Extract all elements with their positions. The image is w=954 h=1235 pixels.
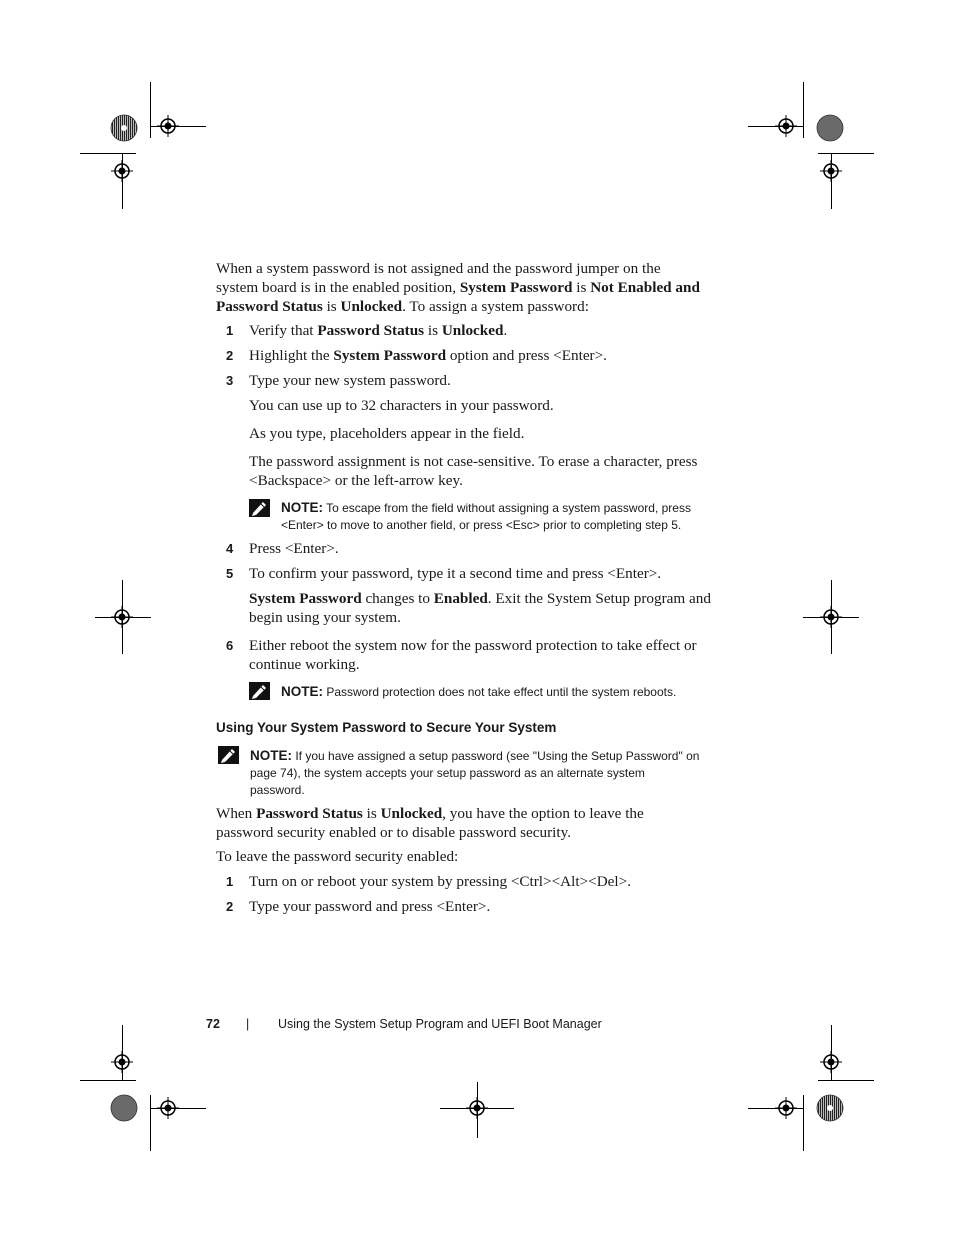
crop-mark	[80, 153, 136, 154]
gray-circle-icon	[816, 114, 844, 142]
step-number: 5	[226, 566, 234, 581]
step-paragraph: You can use up to 32 characters in your password.	[249, 397, 554, 414]
step-number: 2	[226, 348, 234, 363]
registration-target-icon	[157, 115, 179, 137]
crop-mark	[80, 1080, 136, 1081]
step-text: Verify that Password Status is Unlocked.	[249, 322, 508, 339]
step-text: Type your password and press <Enter>.	[249, 898, 491, 915]
text-line: system board is in the enabled position, System Password is Not Enabled and	[216, 279, 700, 296]
registration-target-icon	[111, 160, 133, 182]
footer-separator: |	[246, 1017, 250, 1031]
gray-circle-icon	[110, 1094, 138, 1122]
step-number: 2	[226, 899, 234, 914]
registration-target-icon	[820, 1051, 842, 1073]
note-pencil-icon	[249, 499, 270, 517]
note-block: NOTE: Password protection does not take effect until the system reboots.	[281, 684, 677, 699]
registration-target-icon	[820, 160, 842, 182]
step-number: 6	[226, 638, 234, 653]
step-paragraph: As you type, placeholders appear in the field.	[249, 425, 525, 442]
section-paragraph: When Password Status is Unlocked, you have the option to leave the password security enabled or to disable password security.	[216, 805, 644, 841]
registration-target-icon	[157, 1097, 179, 1119]
note-pencil-icon	[218, 746, 239, 764]
step-text: Type your new system password.	[249, 372, 451, 389]
step-text: Either reboot the system now for the password protection to take effect or continue working.	[249, 637, 697, 673]
crop-mark	[150, 1095, 151, 1151]
note-pencil-icon	[249, 682, 270, 700]
registration-target-icon	[775, 115, 797, 137]
note-text-line: NOTE: If you have assigned a setup password (see "Using the Setup Password" on	[250, 748, 700, 763]
crop-mark	[150, 82, 151, 138]
step-number: 1	[226, 323, 234, 338]
step-text: Highlight the System Password option and press <Enter>.	[249, 347, 607, 364]
registration-target-icon	[775, 1097, 797, 1119]
text-line: When a system password is not assigned and the password jumper on the	[216, 260, 661, 277]
text-line: Password Status is Unlocked. To assign a system password:	[216, 298, 589, 315]
note-text-line: <Enter> to move to another field, or press <Esc> prior to completing step 5.	[281, 518, 682, 532]
page-number: 72	[206, 1017, 220, 1031]
crop-mark	[818, 1080, 874, 1081]
intro-paragraph	[216, 259, 736, 316]
step-text: To confirm your password, type it a second time and press <Enter>.	[249, 565, 662, 582]
note-block	[281, 499, 721, 534]
registration-target-icon	[111, 1051, 133, 1073]
note-text-line: NOTE: To escape from the field without assigning a system password, press	[281, 500, 691, 515]
crop-mark	[818, 153, 874, 154]
section-paragraph: To leave the password security enabled:	[216, 848, 459, 865]
registration-target-icon	[820, 606, 842, 628]
note-block	[250, 747, 730, 799]
step-number: 4	[226, 541, 234, 556]
step-number: 1	[226, 874, 234, 889]
crop-mark	[803, 1095, 804, 1151]
chapter-title: Using the System Setup Program and UEFI Boot Manager	[278, 1017, 602, 1031]
step-paragraph: The password assignment is not case-sensitive. To erase a character, press <Backspace> or the left-arrow key.	[249, 453, 698, 489]
step-paragraph: System Password changes to Enabled. Exit the System Setup program and begin using your system.	[249, 590, 711, 626]
starburst-target-icon	[816, 1094, 844, 1122]
starburst-target-icon	[110, 114, 138, 142]
step-number: 3	[226, 373, 234, 388]
note-text-line: password.	[250, 783, 305, 797]
step-text: Press <Enter>.	[249, 540, 339, 557]
section-heading: Using Your System Password to Secure Your System	[216, 720, 557, 735]
crop-mark	[803, 82, 804, 138]
note-text-line: page 74), the system accepts your setup password as an alternate system	[250, 766, 645, 780]
step-text: Turn on or reboot your system by pressing <Ctrl><Alt><Del>.	[249, 873, 631, 890]
registration-target-icon	[111, 606, 133, 628]
registration-target-icon	[466, 1097, 488, 1119]
